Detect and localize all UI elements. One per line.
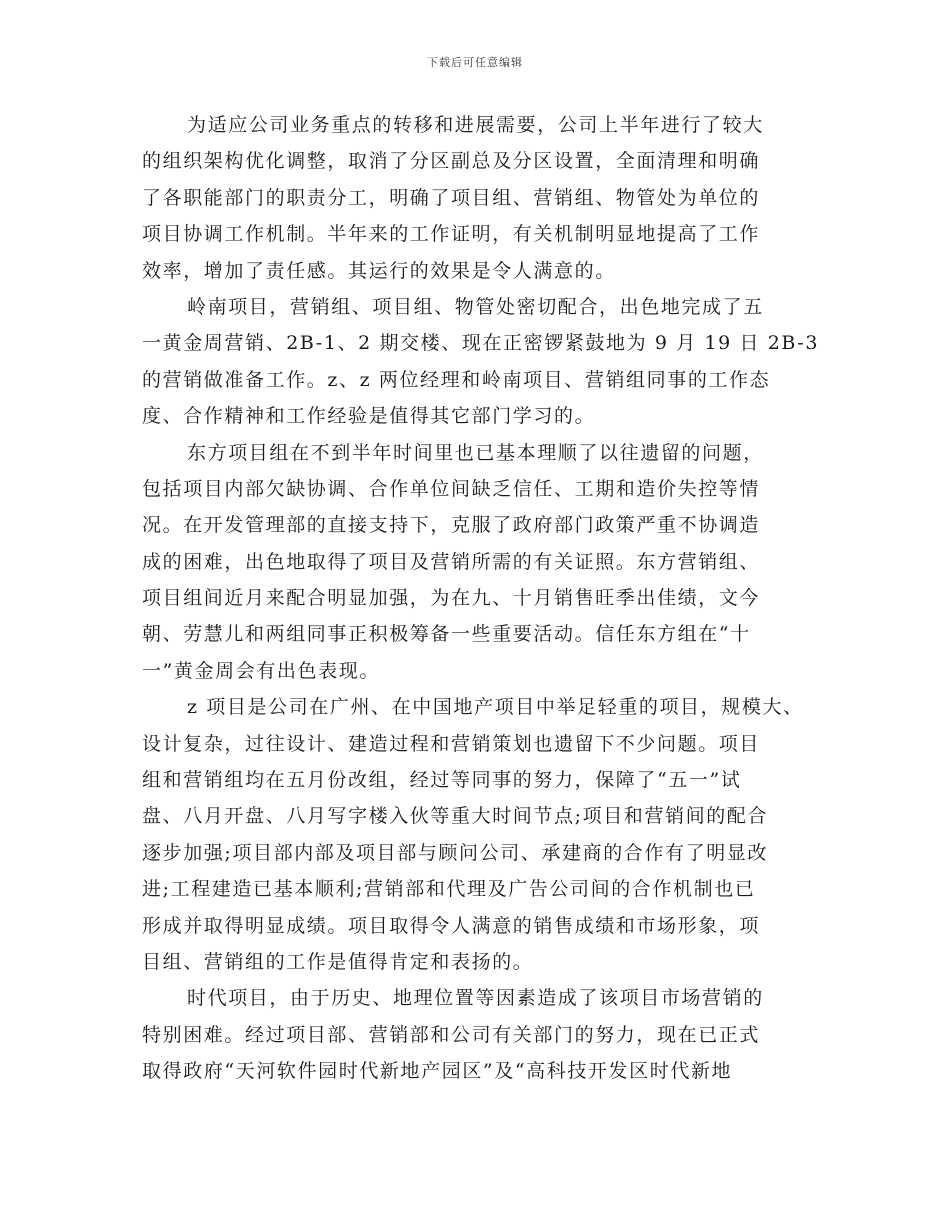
document-body (142, 107, 820, 1090)
text-line: z 项目是公司在广州、在中国地产项目中举足轻重的项目，规模大、 (187, 696, 804, 719)
text-line: 一”黄金周会有出色表现。 (142, 659, 380, 682)
text-line: 况。在开发管理部的直接支持下，克服了政府部门政策严重不协调造 (142, 514, 761, 537)
text-line: 的组织架构优化调整，取消了分区副总及分区设置，全面清理和明确 (142, 150, 761, 173)
paragraph-shidai-project (142, 980, 810, 1089)
text-line: 组和营销组均在五月份改组，经过等同事的努力，保障了“五一”试 (142, 769, 742, 792)
paragraph-lingnan-project (142, 289, 820, 435)
text-line: 进;工程建造已基本顺利;营销部和代理及广告公司间的合作机制也已 (142, 878, 756, 901)
text-line: 了各职能部门的职责分工，明确了项目组、营销组、物管处为单位的 (142, 186, 761, 209)
text-line: 为适应公司业务重点的转移和进展需要，公司上半年进行了较大 (187, 114, 764, 136)
text-line: 形成并取得明显成绩。项目取得令人满意的销售成绩和市场形象，项 (142, 914, 761, 937)
text-line: 项目协调工作机制。半年来的工作证明，有关机制明显地提高了工作 (142, 223, 761, 246)
text-line: 的营销做准备工作。z、z 两位经理和岭南项目、营销组同事的工作态 (142, 368, 771, 391)
text-line: 特别困难。经过项目部、营销部和公司有关部门的努力，现在已正式 (142, 1023, 761, 1046)
text-line: 取得政府“天河软件园时代新地产园区”及“高科技开发区时代新地 (142, 1060, 733, 1083)
text-line: 时代项目，由于历史、地理位置等因素造成了该项目市场营销的 (187, 987, 764, 1010)
paragraph-z-project (142, 689, 810, 980)
text-line: 项目组间近月来配合明显加强，为在九、十月销售旺季出佳绩，文今 (142, 587, 761, 610)
text-line: 岭南项目，营销组、项目组、物管处密切配合，出色地完成了五 (187, 295, 764, 318)
text-line: 朝、劳慧儿和两组同事正积极筹备一些重要活动。信任东方组在“十 (142, 623, 751, 646)
text-line: 东方项目组在不到半年时间里也已基本理顺了以往遗留的问题， (187, 441, 764, 464)
paragraph-org-restructure (142, 107, 810, 289)
text-line: 成的困难，出色地取得了项目及营销所需的有关证照。东方营销组、 (142, 550, 761, 573)
paragraph-dongfang-project (142, 435, 810, 690)
text-line: 一黄金周营销、2B-1、2 期交楼、现在正密锣紧鼓地为 9 月 19 日 2B-3 (142, 332, 820, 355)
header-note: 下载后可任意编辑 (427, 56, 523, 69)
text-line: 目组、营销组的工作是值得肯定和表扬的。 (142, 950, 534, 973)
text-line: 度、合作精神和工作经验是值得其它部门学习的。 (142, 405, 596, 428)
text-line: 盘、八月开盘、八月写字楼入伙等重大时间节点;项目和营销间的配合 (142, 805, 769, 828)
text-line: 设计复杂，过往设计、建造过程和营销策划也遗留下不少问题。项目 (142, 732, 761, 755)
text-line: 逐步加强;项目部内部及项目部与顾问公司、承建商的合作有了明显改 (142, 841, 769, 864)
text-line: 效率，增加了责任感。其运行的效果是令人满意的。 (142, 259, 616, 282)
text-line: 包括项目内部欠缺协调、合作单位间缺乏信任、工期和造价失控等情 (142, 477, 761, 500)
